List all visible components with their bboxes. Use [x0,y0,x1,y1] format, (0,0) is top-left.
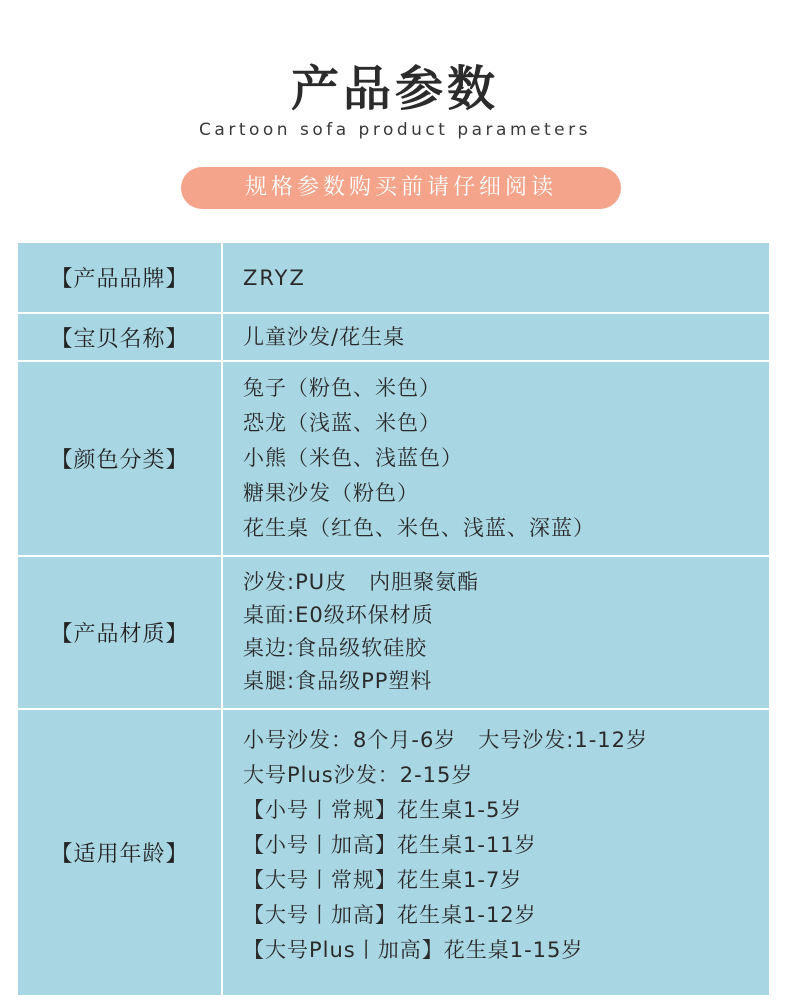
label-material: 【产品材质】 [50,622,189,647]
label-age-range: 【适用年龄】 [50,842,189,867]
value-age-range [243,723,763,968]
value-product-name [243,320,763,355]
parameters-table [18,243,769,995]
value-line: 儿童沙发/花生桌 [243,325,406,349]
label-brand: 【产品品牌】 [50,267,189,292]
page-subtitle: Cartoon sofa product parameters [199,120,591,140]
notice-pill: 规格参数购买前请仔细阅读 [181,167,621,209]
label-color-options: 【颜色分类】 [50,448,189,473]
value-color-options [243,371,763,546]
value-line: 恐龙（浅蓝、米色） [243,411,441,435]
value-line: 【小号丨常规】花生桌1-5岁 [243,798,523,822]
value-line: 花生桌（红色、米色、浅蓝、深蓝） [243,516,595,540]
value-line: 小号沙发：8个月-6岁 大号沙发:1-12岁 [243,728,649,752]
value-line: 沙发:PU皮 内胆聚氨酯 [243,570,480,594]
column-divider [221,243,223,995]
value-line: 兔子（粉色、米色） [243,376,441,400]
value-line: ZRYZ [243,266,306,290]
label-product-name: 【宝贝名称】 [50,326,189,352]
value-line: 【大号Plus丨加高】花生桌1-15岁 [243,938,584,962]
value-line: 大号Plus沙发：2-15岁 [243,763,474,787]
value-line: 【大号丨常规】花生桌1-7岁 [243,868,523,892]
value-line: 桌边:食品级软硅胶 [243,636,428,660]
value-line: 糖果沙发（粉色） [243,481,419,505]
value-material [243,566,763,698]
value-line: 【小号丨加高】花生桌1-11岁 [243,833,537,857]
value-line: 小熊（米色、浅蓝色） [243,446,463,470]
page-title: 产品参数 [290,61,499,117]
value-line: 桌面:E0级环保材质 [243,603,434,627]
value-brand [243,265,763,291]
value-line: 桌腿:食品级PP塑料 [243,669,433,693]
value-line: 【大号丨加高】花生桌1-12岁 [243,903,537,927]
